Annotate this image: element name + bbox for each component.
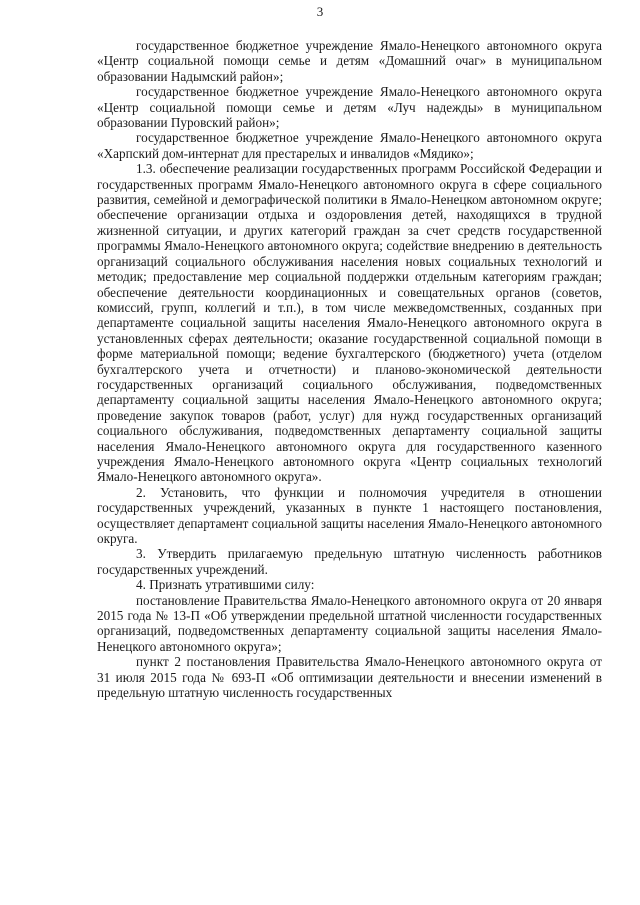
paragraph-clause-2: 2. Установить, что функции и полномочия учредителя в отношении государственных учреждений, указанных в пункте 1 настоящего постановления, осуществляет департамент социальной защиты населения Ямало-Ненецкого автономного округа. <box>97 484 602 546</box>
page-number: 3 <box>316 4 324 19</box>
paragraph-repealed-act-13p: постановление Правительства Ямало-Ненецкого автономного округа от 20 января 2015 года № 13-П «Об утверждении предельной штатной численности государственных организаций, подведомственных департаменту социальной защиты населения Ямало-Ненецкого автономного округа»; <box>97 592 602 654</box>
paragraph-clause-1-3: 1.3. обеспечение реализации государственных программ Российской Федерации и государственных программ Ямало-Ненецкого автономного округа в сфере социального развития, семейной и демографической политики в Ямало-Ненецком автономном округе; обеспечение организации отдыха и оздоровления детей, находящихся в трудной жизненной ситуации, и других категорий граждан за счет средств государственной программы Ямало-Ненецкого автономного округа; содействие внедрению в деятельность организаций социального обслуживания населения новых социальных технологий и методик; предоставление мер социальной поддержки отдельным категориям граждан; обеспечение деятельности координационных и совещательных органов (советов, комиссий, групп, коллегий и т.п.), в том числе межведомственных, созданных при департаменте социальной защиты населения Ямало-Ненецкого автономного округа в установленных сферах деятельности; оказание государственной социальной помощи в форме материальной помощи; ведение бухгалтерского (бюджетного) учета (отделом бухгалтерского учета и отчетности) и планово-экономической деятельности государственных организаций социального обслуживания, подведомственных департаменту социальной защиты населения Ямало-Ненецкого автономного округа; проведение закупок товаров (работ, услуг) для нужд государственных организаций социального обслуживания, подведомственных департаменту социальной защиты населения Ямало-Ненецкого автономного округа для государственного казенного учреждения Ямало-Ненецкого автономного округа «Центр социальных технологий Ямало-Ненецкого автономного округа». <box>97 161 602 485</box>
paragraph-clause-4: 4. Признать утратившими силу: <box>136 577 315 593</box>
paragraph-institution-luch-nadezhdy: государственное бюджетное учреждение Ямало-Ненецкого автономного округа «Центр социальной помощи семье и детям «Луч надежды» в муниципальном образовании Пуровский район»; <box>97 84 602 131</box>
paragraph-institution-myadiko: государственное бюджетное учреждение Ямало-Ненецкого автономного округа «Харпский дом-интернат для престарелых и инвалидов «Мядико»; <box>97 130 602 161</box>
paragraph-repealed-act-693p: пункт 2 постановления Правительства Ямало-Ненецкого автономного округа от 31 июля 2015 года № 693-П «Об оптимизации деятельности и внесении изменений в предельную штатную численность государственных <box>97 654 602 701</box>
document-body <box>97 38 602 700</box>
paragraph-clause-3: 3. Утвердить прилагаемую предельную штатную численность работников государственных учреждений. <box>97 546 602 577</box>
paragraph-institution-domashniy-ochag: государственное бюджетное учреждение Ямало-Ненецкого автономного округа «Центр социальной помощи семье и детям «Домашний очаг» в муниципальном образовании Надымский район»; <box>97 38 602 84</box>
